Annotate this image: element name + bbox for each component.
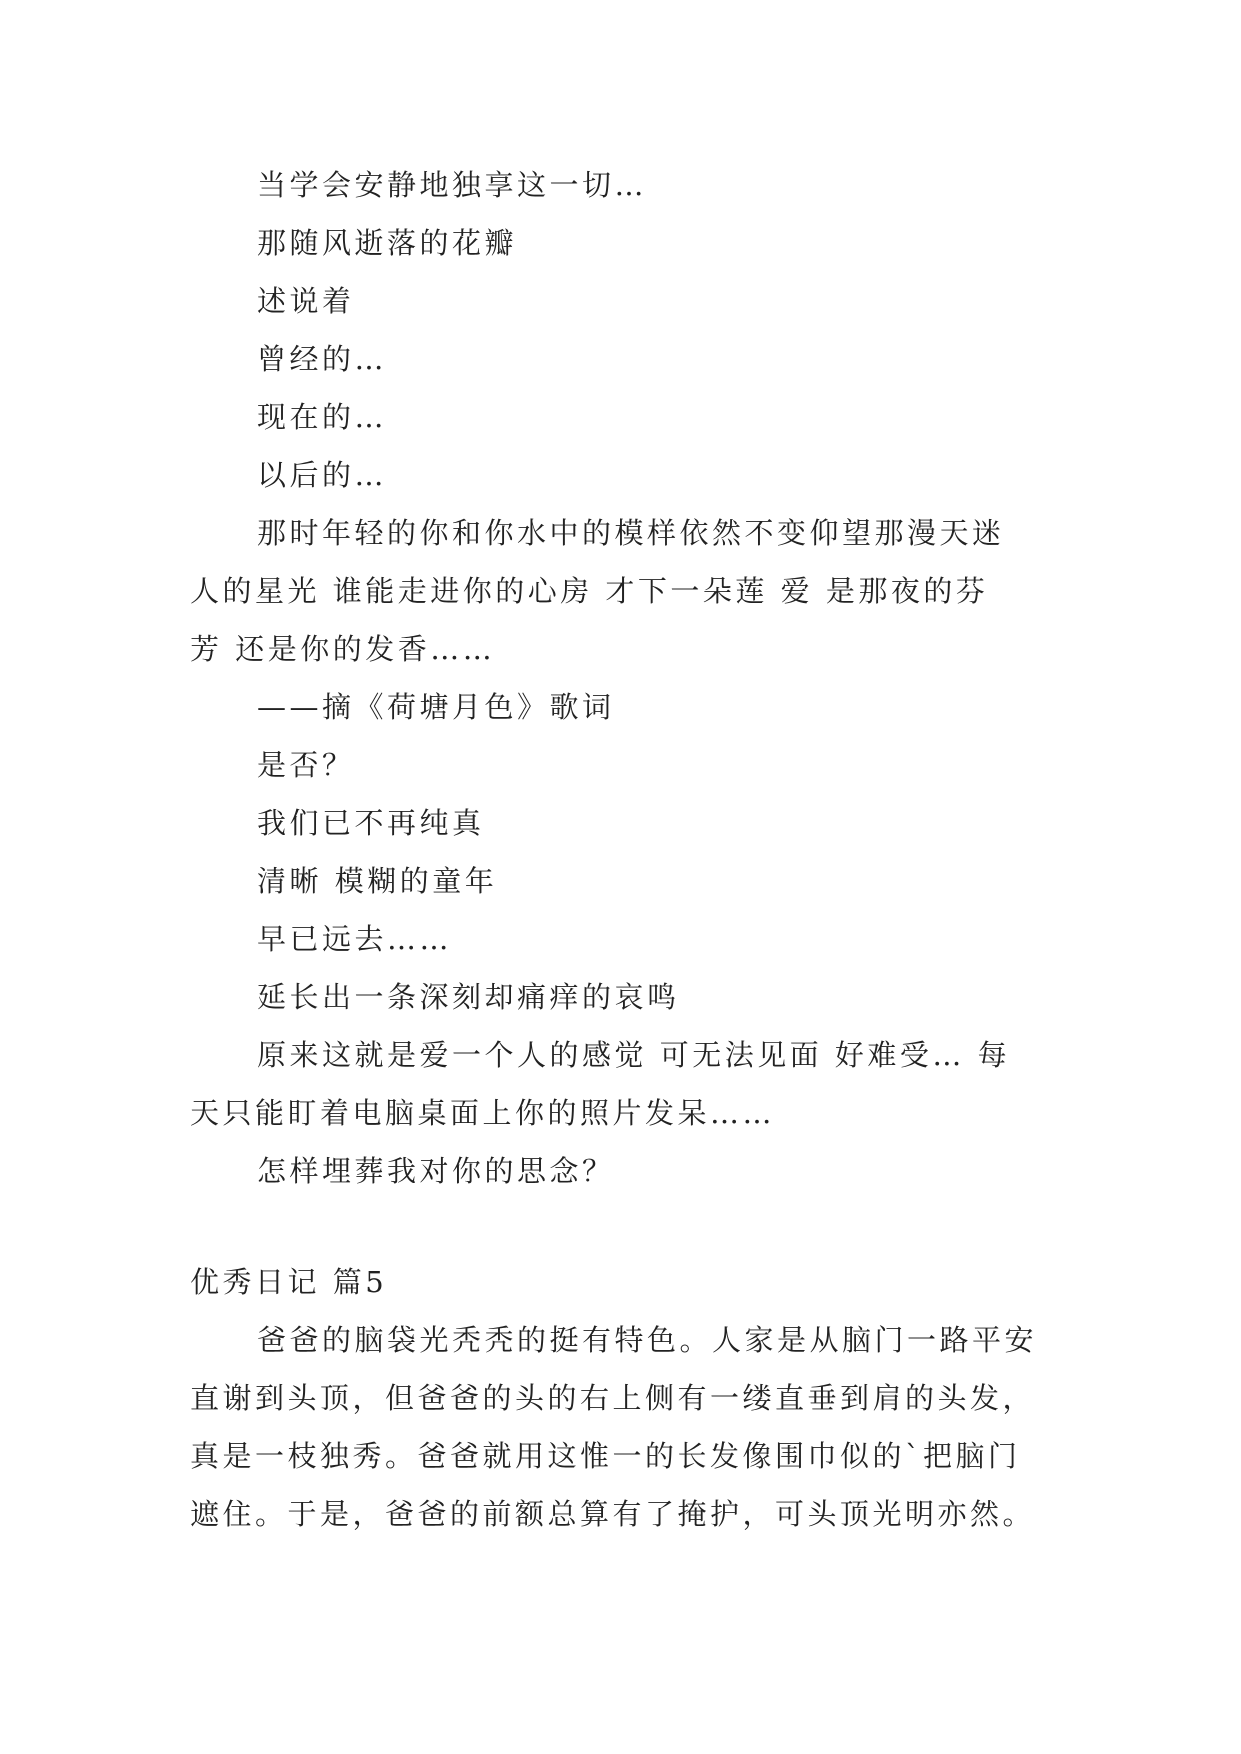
reflection-line: 延长出一条深刻却痛痒的哀鸣 xyxy=(257,980,680,1014)
reflection-line: 早已远去…… xyxy=(257,922,453,956)
section-paragraph-line: 直谢到头顶，但爸爸的头的右上侧有一缕直垂到肩的头发， xyxy=(190,1381,1036,1415)
lyrics-line: 芳 还是你的发香…… xyxy=(190,632,496,666)
section-paragraph-line: 真是一枝独秀。爸爸就用这惟一的长发像围巾似的`把脑门 xyxy=(190,1439,1021,1473)
reflection-line: 我们已不再纯真 xyxy=(257,806,485,840)
poem-line: 现在的… xyxy=(257,400,388,434)
poem-line: 那随风逝落的花瓣 xyxy=(257,226,518,260)
section-paragraph-line: 爸爸的脑袋光秃秃的挺有特色。人家是从脑门一路平安 xyxy=(257,1323,1038,1357)
lyrics-line: 那时年轻的你和你水中的模样依然不变仰望那漫天迷 xyxy=(257,516,1005,550)
lyrics-source: ——摘《荷塘月色》歌词 xyxy=(257,690,615,724)
love-question: 怎样埋葬我对你的思念？ xyxy=(257,1154,615,1188)
poem-line: 以后的… xyxy=(257,458,388,492)
section-paragraph-line: 遮住。于是，爸爸的前额总算有了掩护，可头顶光明亦然。 xyxy=(190,1497,1036,1531)
poem-line: 述说着 xyxy=(257,284,355,318)
section-title: 优秀日记 篇5 xyxy=(190,1265,388,1299)
poem-line: 曾经的… xyxy=(257,342,388,376)
reflection-line: 是否？ xyxy=(257,748,355,782)
love-line: 原来这就是爱一个人的感觉 可无法见面 好难受… 每 xyxy=(257,1038,1011,1072)
poem-line: 当学会安静地独享这一切… xyxy=(257,168,648,202)
love-line: 天只能盯着电脑桌面上你的照片发呆…… xyxy=(190,1096,776,1130)
lyrics-line: 人的星光 谁能走进你的心房 才下一朵莲 爱 是那夜的芬 xyxy=(190,574,989,608)
reflection-line: 清晰 模糊的童年 xyxy=(257,864,498,898)
